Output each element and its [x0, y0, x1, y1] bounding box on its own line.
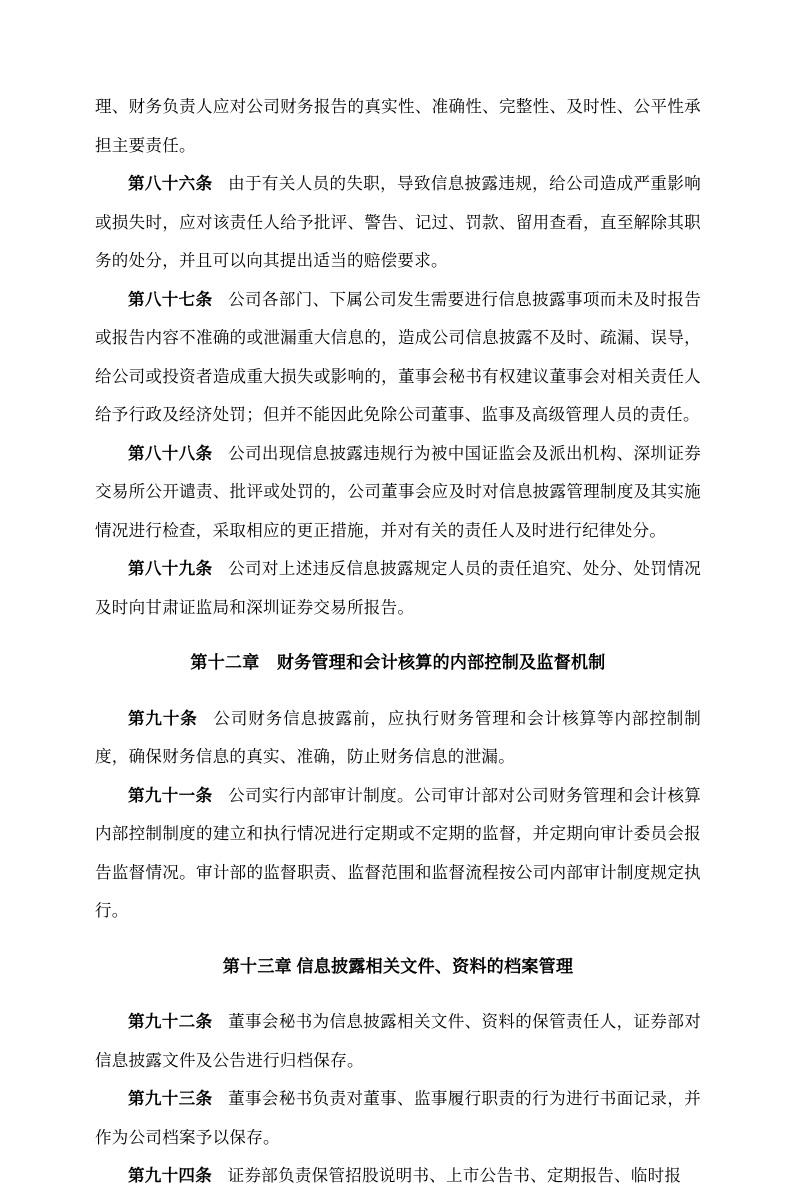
article-93-text: 董事会秘书负责对董事、监事履行职责的行为进行书面记录，并作为公司档案予以保存。	[95, 1089, 702, 1147]
article-87-text: 公司各部门、下属公司发生需要进行信息披露事项而未及时报告或报告内容不准确的或泄漏重大信息的，造成公司信息披露不及时、疏漏、误导，给公司或投资者造成重大损失或影响的，董事会秘书有权建议董事会对相关责任人给予行政及经济处罚；但并不能因此免除公司董事、监事及高级管理人员的责任。	[95, 289, 702, 424]
article-88-text: 公司出现信息披露违规行为被中国证监会及派出机构、深圳证券交易所公开谴责、批评或处罚的，公司董事会应及时对信息披露管理制度及其实施情况进行检查，采取相应的更正措施，并对有关的责任人及时进行纪律处分。	[95, 443, 702, 540]
article-92-text: 董事会秘书为信息披露相关文件、资料的保管责任人，证券部对信息披露文件及公告进行归档保存。	[95, 1012, 702, 1070]
chapter-heading-12: 第十二章 财务管理和会计核算的内部控制及监督机制	[190, 653, 606, 672]
article-90-number: 第九十条	[128, 708, 198, 728]
article-94-text: 证券部负责保管招股说明书、上市公告书、定期报告、临时报	[227, 1166, 682, 1185]
chapter-heading-13: 第十三章 信息披露相关文件、资料的档案管理	[222, 956, 574, 976]
article-86-number: 第八十六条	[128, 174, 213, 193]
article-87	[95, 281, 701, 435]
article-91	[95, 777, 701, 931]
continuation-paragraph	[95, 88, 701, 165]
article-92	[95, 1003, 701, 1080]
article-86	[95, 165, 701, 281]
article-89-text: 公司对上述违反信息披露规定人员的责任追究、处分、处罚情况及时向甘肃证监局和深圳证券交易所报告。	[95, 559, 702, 617]
article-92-number: 第九十二条	[128, 1012, 213, 1031]
article-91-text: 公司实行内部审计制度。公司审计部对公司财务管理和会计核算内部控制制度的建立和执行情况进行定期或不定期的监督，并定期向审计委员会报告监督情况。审计部的监督职责、监督范围和监督流程按公司内部审计制度规定执行。	[95, 785, 702, 920]
article-86-text: 由于有关人员的失职，导致信息披露违规，给公司造成严重影响或损失时，应对该责任人给予批评、警告、记过、罚款、留用查看，直至解除其职务的处分，并且可以向其提出适当的赔偿要求。	[95, 174, 702, 270]
article-90	[95, 700, 701, 777]
article-94	[95, 1157, 701, 1196]
article-93	[95, 1080, 701, 1157]
article-88	[95, 435, 701, 551]
article-89-number: 第八十九条	[128, 559, 213, 578]
paragraph-text: 理、财务负责人应对公司财务报告的真实性、准确性、完整性、及时性、公平性承担主要责任。	[95, 97, 701, 155]
article-93-number: 第九十三条	[128, 1089, 213, 1108]
article-94-number: 第九十四条	[128, 1166, 212, 1185]
article-90-text: 公司财务信息披露前，应执行财务管理和会计核算等内部控制制度，确保财务信息的真实、准确，防止财务信息的泄漏。	[95, 708, 701, 766]
article-89	[95, 550, 701, 627]
article-91-number: 第九十一条	[128, 785, 213, 805]
article-87-number: 第八十七条	[128, 289, 213, 309]
article-88-number: 第八十八条	[128, 443, 213, 463]
